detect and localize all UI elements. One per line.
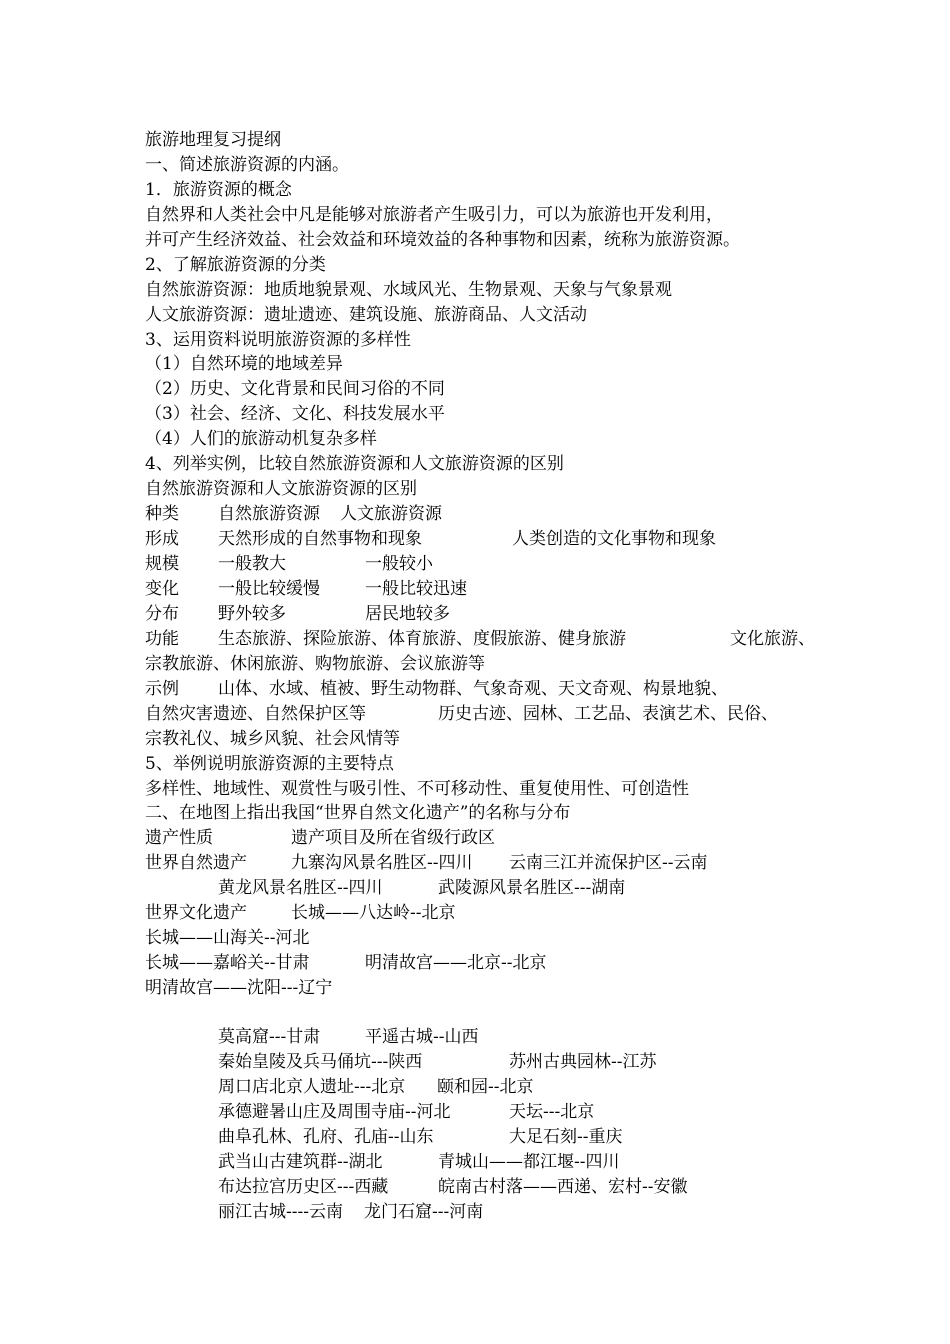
heading-text: 5、举例说明旅游资源的主要特点 <box>145 754 394 774</box>
natural-cell: 一般比较缓慢 <box>218 579 320 599</box>
heading-text: 3、运用资料说明旅游资源的多样性 <box>145 330 411 350</box>
site-item: 黄龙风景名胜区--四川 <box>218 878 383 898</box>
site-item: 武陵源风景名胜区---湖南 <box>438 878 626 898</box>
row-label: 示例 <box>145 679 179 699</box>
site-item: 莫高窟---甘肃 <box>218 1027 321 1047</box>
site-item: 明清故宫——北京--北京 <box>365 953 547 973</box>
row-label: 种类 <box>145 504 179 524</box>
site-item: 云南三江并流保护区--云南 <box>509 853 708 873</box>
heading-text: 一、简述旅游资源的内涵。 <box>145 155 349 175</box>
site-item: 长城——嘉峪关--甘肃 <box>145 953 310 973</box>
heading-text: 二、在地图上指出我国“世界自然文化遗产”的名称与分布 <box>145 803 571 823</box>
paragraph-text: 自然旅游资源：地质地貌景观、水域风光、生物景观、天象与气象景观 <box>145 280 672 300</box>
heading-text: 1．旅游资源的概念 <box>145 180 292 200</box>
cultural-cell: 一般较小 <box>365 554 433 574</box>
cultural-cell: 历史古迹、园林、工艺品、表演艺术、民俗、 <box>438 704 778 724</box>
list-item-text: （4）人们的旅游动机复杂多样 <box>145 429 377 449</box>
heading-text: 自然旅游资源和人文旅游资源的区别 <box>145 479 417 499</box>
row-label: 分布 <box>145 604 179 624</box>
list-item-text: （2）历史、文化背景和民间习俗的不同 <box>145 379 445 399</box>
natural-cell: 生态旅游、探险旅游、体育旅游、度假旅游、健身旅游 <box>218 629 626 649</box>
site-item: 天坛---北京 <box>509 1102 595 1122</box>
site-item: 青城山——都江堰--四川 <box>438 1152 620 1172</box>
paragraph-text: 多样性、地域性、观赏性与吸引性、不可移动性、重复使用性、可创造性 <box>145 779 689 799</box>
natural-cell: 自然旅游资源 <box>218 504 320 524</box>
natural-cell: 天然形成的自然事物和现象 <box>218 529 422 549</box>
natural-cell: 野外较多 <box>218 604 286 624</box>
cultural-cell: 人类创造的文化事物和现象 <box>512 529 716 549</box>
natural-cell: 自然灾害遗迹、自然保护区等 <box>145 704 366 724</box>
site-item: 明清故宫——沈阳---辽宁 <box>145 978 333 998</box>
site-item: 大足石刻--重庆 <box>509 1127 623 1147</box>
paragraph-text: 人文旅游资源：遗址遗迹、建筑设施、旅游商品、人文活动 <box>145 305 587 325</box>
site-item: 龙门石窟---河南 <box>364 1202 484 1222</box>
row-label: 功能 <box>145 629 179 649</box>
cultural-cell: 居民地较多 <box>365 604 450 624</box>
cultural-cell: 人文旅游资源 <box>340 504 442 524</box>
cultural-cell: 一般比较迅速 <box>365 579 467 599</box>
list-item-text: （3）社会、经济、文化、科技发展水平 <box>145 404 445 424</box>
paragraph-text: 自然界和人类社会中凡是能够对旅游者产生吸引力，可以为旅游也开发利用， <box>145 205 723 225</box>
site-item: 九寨沟风景名胜区--四川 <box>291 853 473 873</box>
site-item: 周口店北京人遗址---北京 <box>218 1077 406 1097</box>
header-cell: 遗产项目及所在省级行政区 <box>291 828 495 848</box>
cultural-cell: 宗教旅游、休闲旅游、购物旅游、会议旅游等 <box>145 654 485 674</box>
paragraph-text: 并可产生经济效益、社会效益和环境效益的各种事物和因素，统称为旅游资源。 <box>145 230 740 250</box>
heading-text: 4、列举实例，比较自然旅游资源和人文旅游资源的区别 <box>145 454 564 474</box>
site-item: 布达拉宫历史区---西藏 <box>218 1177 389 1197</box>
site-item: 丽江古城----云南 <box>218 1202 343 1222</box>
natural-cell: 一般教大 <box>218 554 286 574</box>
site-item: 皖南古村落——西递、宏村--安徽 <box>438 1177 688 1197</box>
cultural-cell: 宗教礼仪、城乡风貌、社会风情等 <box>145 729 400 749</box>
natural-cell: 山体、水域、植被、野生动物群、气象奇观、天文奇观、构景地貌、 <box>218 679 728 699</box>
row-label: 变化 <box>145 579 179 599</box>
category-label: 世界自然遗产 <box>145 853 247 873</box>
site-item: 曲阜孔林、孔府、孔庙--山东 <box>218 1127 434 1147</box>
cultural-cell: 文化旅游、 <box>730 629 815 649</box>
site-item: 长城——八达岭--北京 <box>291 903 456 923</box>
header-cell: 遗产性质 <box>145 828 213 848</box>
site-item: 颐和园--北京 <box>437 1077 534 1097</box>
row-label: 形成 <box>145 529 179 549</box>
site-item: 承德避暑山庄及周围寺庙--河北 <box>218 1102 451 1122</box>
row-label: 规模 <box>145 554 179 574</box>
site-item: 长城——山海关--河北 <box>145 928 310 948</box>
site-item: 秦始皇陵及兵马俑坑---陕西 <box>218 1052 423 1072</box>
site-item: 武当山古建筑群--湖北 <box>218 1152 383 1172</box>
list-item-text: （1）自然环境的地域差异 <box>145 354 343 374</box>
site-item: 平遥古城--山西 <box>365 1027 479 1047</box>
site-item: 苏州古典园林--江苏 <box>509 1052 657 1072</box>
heading-text: 2、了解旅游资源的分类 <box>145 255 326 275</box>
title-text: 旅游地理复习提纲 <box>145 130 281 150</box>
category-label: 世界文化遗产 <box>145 903 247 923</box>
